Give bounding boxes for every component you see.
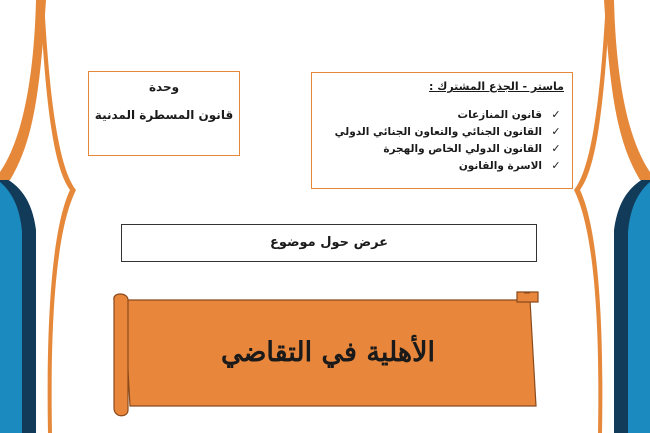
course-label: القانون الدولي الخاص والهجرة [383, 143, 542, 155]
topic-box: عرض حول موضوع [121, 224, 537, 262]
list-item [335, 106, 564, 123]
check-icon: ✓ [551, 125, 561, 138]
check-icon: ✓ [551, 142, 561, 155]
unit-label: وحدة [148, 80, 180, 94]
left-frame-decoration [0, 0, 76, 433]
master-box [311, 72, 573, 189]
right-frame-decoration [574, 0, 650, 433]
list-item [335, 123, 564, 140]
unit-title: قانون المسطرة المدنية [94, 108, 234, 122]
check-icon: ✓ [551, 108, 561, 121]
list-item [335, 157, 564, 174]
master-title: ماستر - الجذع المشترك : [429, 80, 564, 93]
list-item [335, 140, 564, 157]
course-list [335, 106, 564, 174]
course-label: قانون المنازعات [457, 109, 542, 121]
main-title: الأهلية في التقاضي [220, 337, 436, 368]
course-label: الاسرة والقانون [458, 160, 542, 172]
check-icon: ✓ [551, 159, 561, 172]
course-label: القانون الجنائي والتعاون الجنائي الدولي [334, 126, 542, 138]
unit-box [88, 71, 240, 156]
